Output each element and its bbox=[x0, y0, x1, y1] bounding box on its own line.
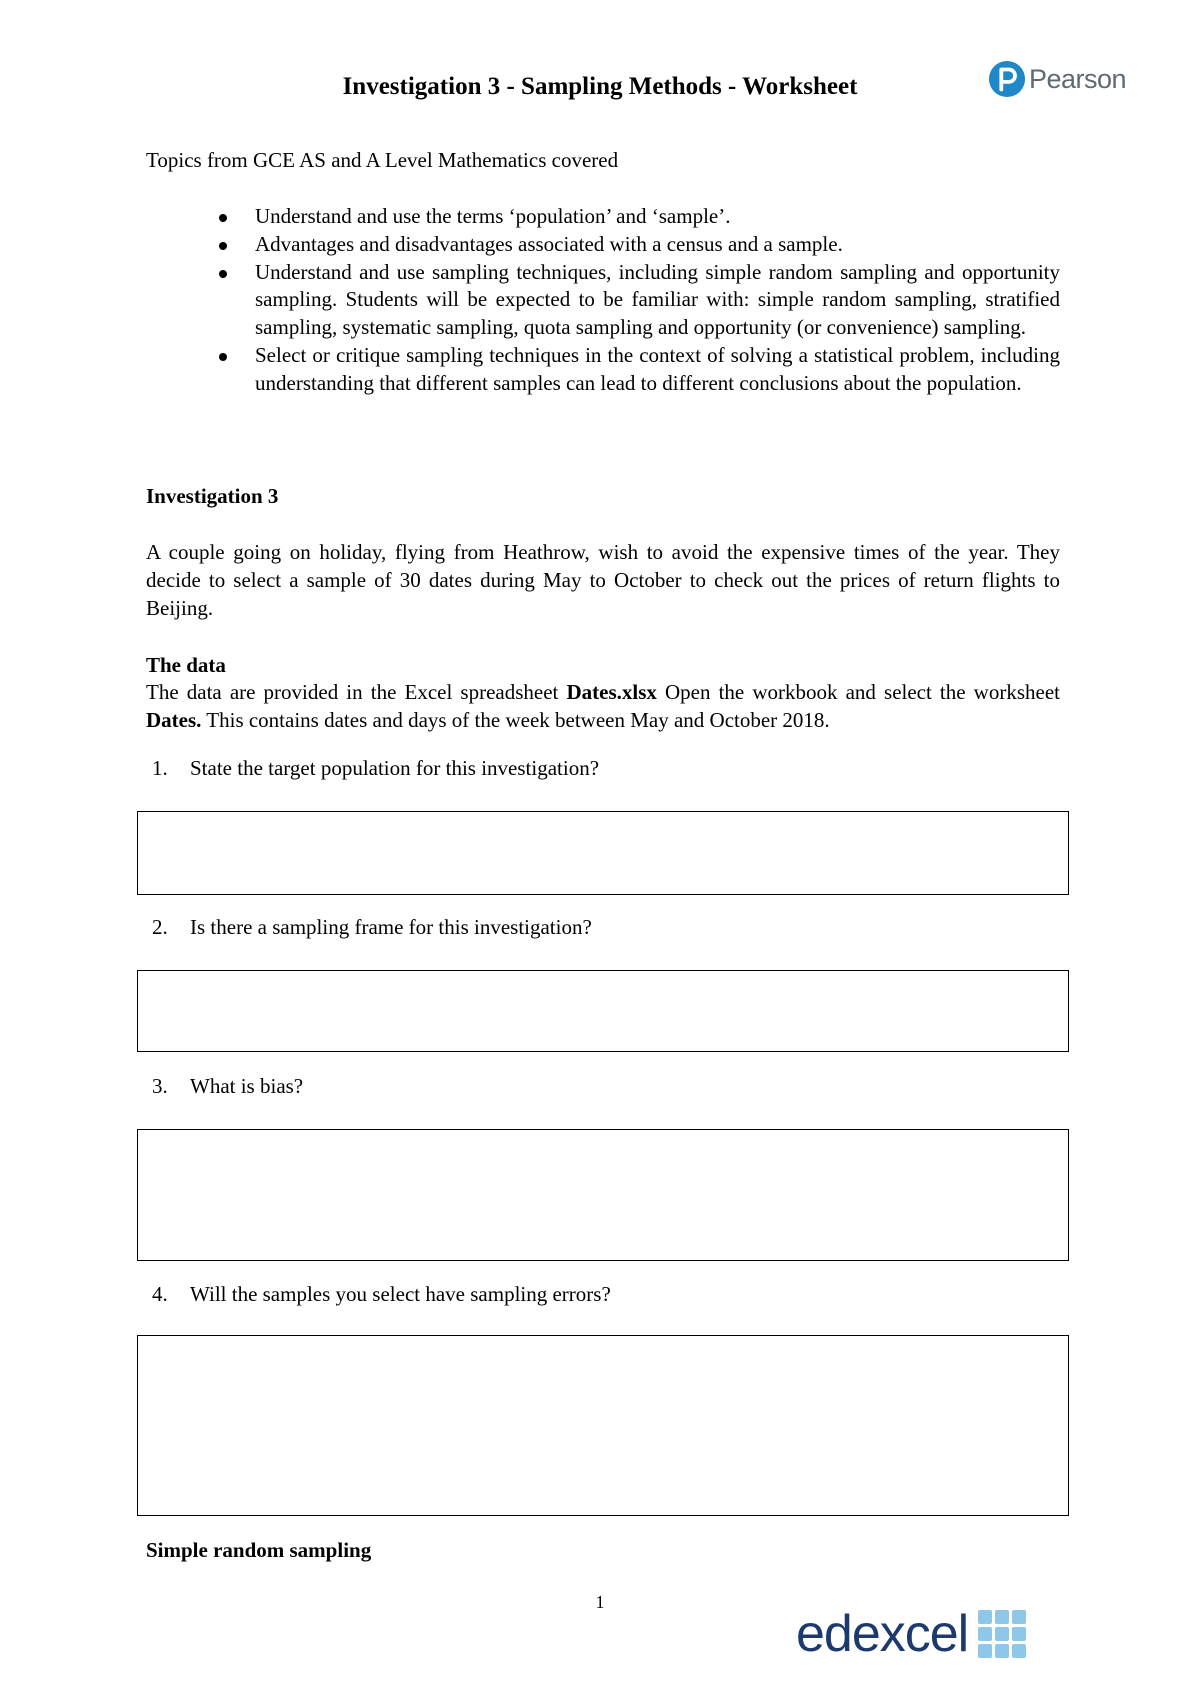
page-number: 1 bbox=[595, 1592, 605, 1612]
investigation-heading: Investigation 3 bbox=[146, 484, 279, 508]
page-title: Investigation 3 - Sampling Methods - Worksheet bbox=[342, 73, 858, 100]
question-3 bbox=[152, 1072, 303, 1100]
question-text: What is bias? bbox=[190, 1074, 304, 1098]
question-number: 1. bbox=[152, 756, 168, 780]
question-text: State the target population for this investigation? bbox=[190, 756, 600, 780]
answer-box-4[interactable] bbox=[137, 1335, 1069, 1516]
question-1 bbox=[152, 754, 599, 782]
question-4 bbox=[152, 1280, 611, 1308]
list-item: Select or critique sampling techniques in the context of solving a statistical problem, including understanding that different samples can lead to different conclusions about the population. bbox=[146, 342, 1060, 398]
question-number: 2. bbox=[152, 915, 168, 939]
question-text: Will the samples you select have sampling errors? bbox=[190, 1282, 611, 1306]
question-2 bbox=[152, 913, 592, 941]
bullet-icon bbox=[219, 270, 227, 278]
pearson-logo bbox=[988, 58, 1126, 100]
topics-list bbox=[146, 203, 1060, 398]
list-item: Understand and use the terms ‘population’ and ‘sample’. bbox=[146, 203, 1060, 231]
file-name: Dates.xlsx bbox=[566, 680, 657, 704]
edexcel-logo bbox=[796, 1606, 1026, 1662]
list-item: Understand and use sampling techniques, including simple random sampling and opportunity sampling. Students will be expected to be familiar with: simple random sampling, stratified sampling, systematic sampling, quota sampling and opportunity (or convenience) sampling. bbox=[146, 259, 1060, 342]
answer-box-2[interactable] bbox=[137, 970, 1069, 1052]
sheet-name: Dates. bbox=[146, 708, 202, 732]
list-item: Advantages and disadvantages associated with a census and a sample. bbox=[146, 231, 1060, 259]
question-number: 3. bbox=[152, 1074, 168, 1098]
section-heading: Simple random sampling bbox=[146, 1538, 372, 1562]
edexcel-grid-icon bbox=[978, 1610, 1026, 1658]
answer-box-1[interactable] bbox=[137, 811, 1069, 895]
pearson-logo-text: Pearson bbox=[1029, 63, 1127, 94]
pearson-mark-icon bbox=[988, 60, 1026, 98]
topics-line: Topics from GCE AS and A Level Mathematics covered bbox=[146, 148, 619, 172]
investigation-text: A couple going on holiday, flying from Heathrow, wish to avoid the expensive times of the year. They decide to select a sample of 30 dates during May to October to check out the prices of return flights to Beijing. bbox=[146, 540, 1060, 620]
question-number: 4. bbox=[152, 1282, 168, 1306]
edexcel-logo-text: edexcel bbox=[796, 1605, 969, 1663]
data-text: The data are provided in the Excel spreadsheet Dates.xlsx Open the workbook and select the worksheet Dates. This contains dates and days of the week between May and October 2018. bbox=[146, 680, 1060, 732]
data-heading: The data bbox=[146, 653, 226, 677]
bullet-icon bbox=[219, 353, 227, 361]
question-text: Is there a sampling frame for this investigation? bbox=[190, 915, 592, 939]
bullet-icon bbox=[219, 214, 227, 222]
bullet-icon bbox=[219, 242, 227, 250]
answer-box-3[interactable] bbox=[137, 1129, 1069, 1261]
